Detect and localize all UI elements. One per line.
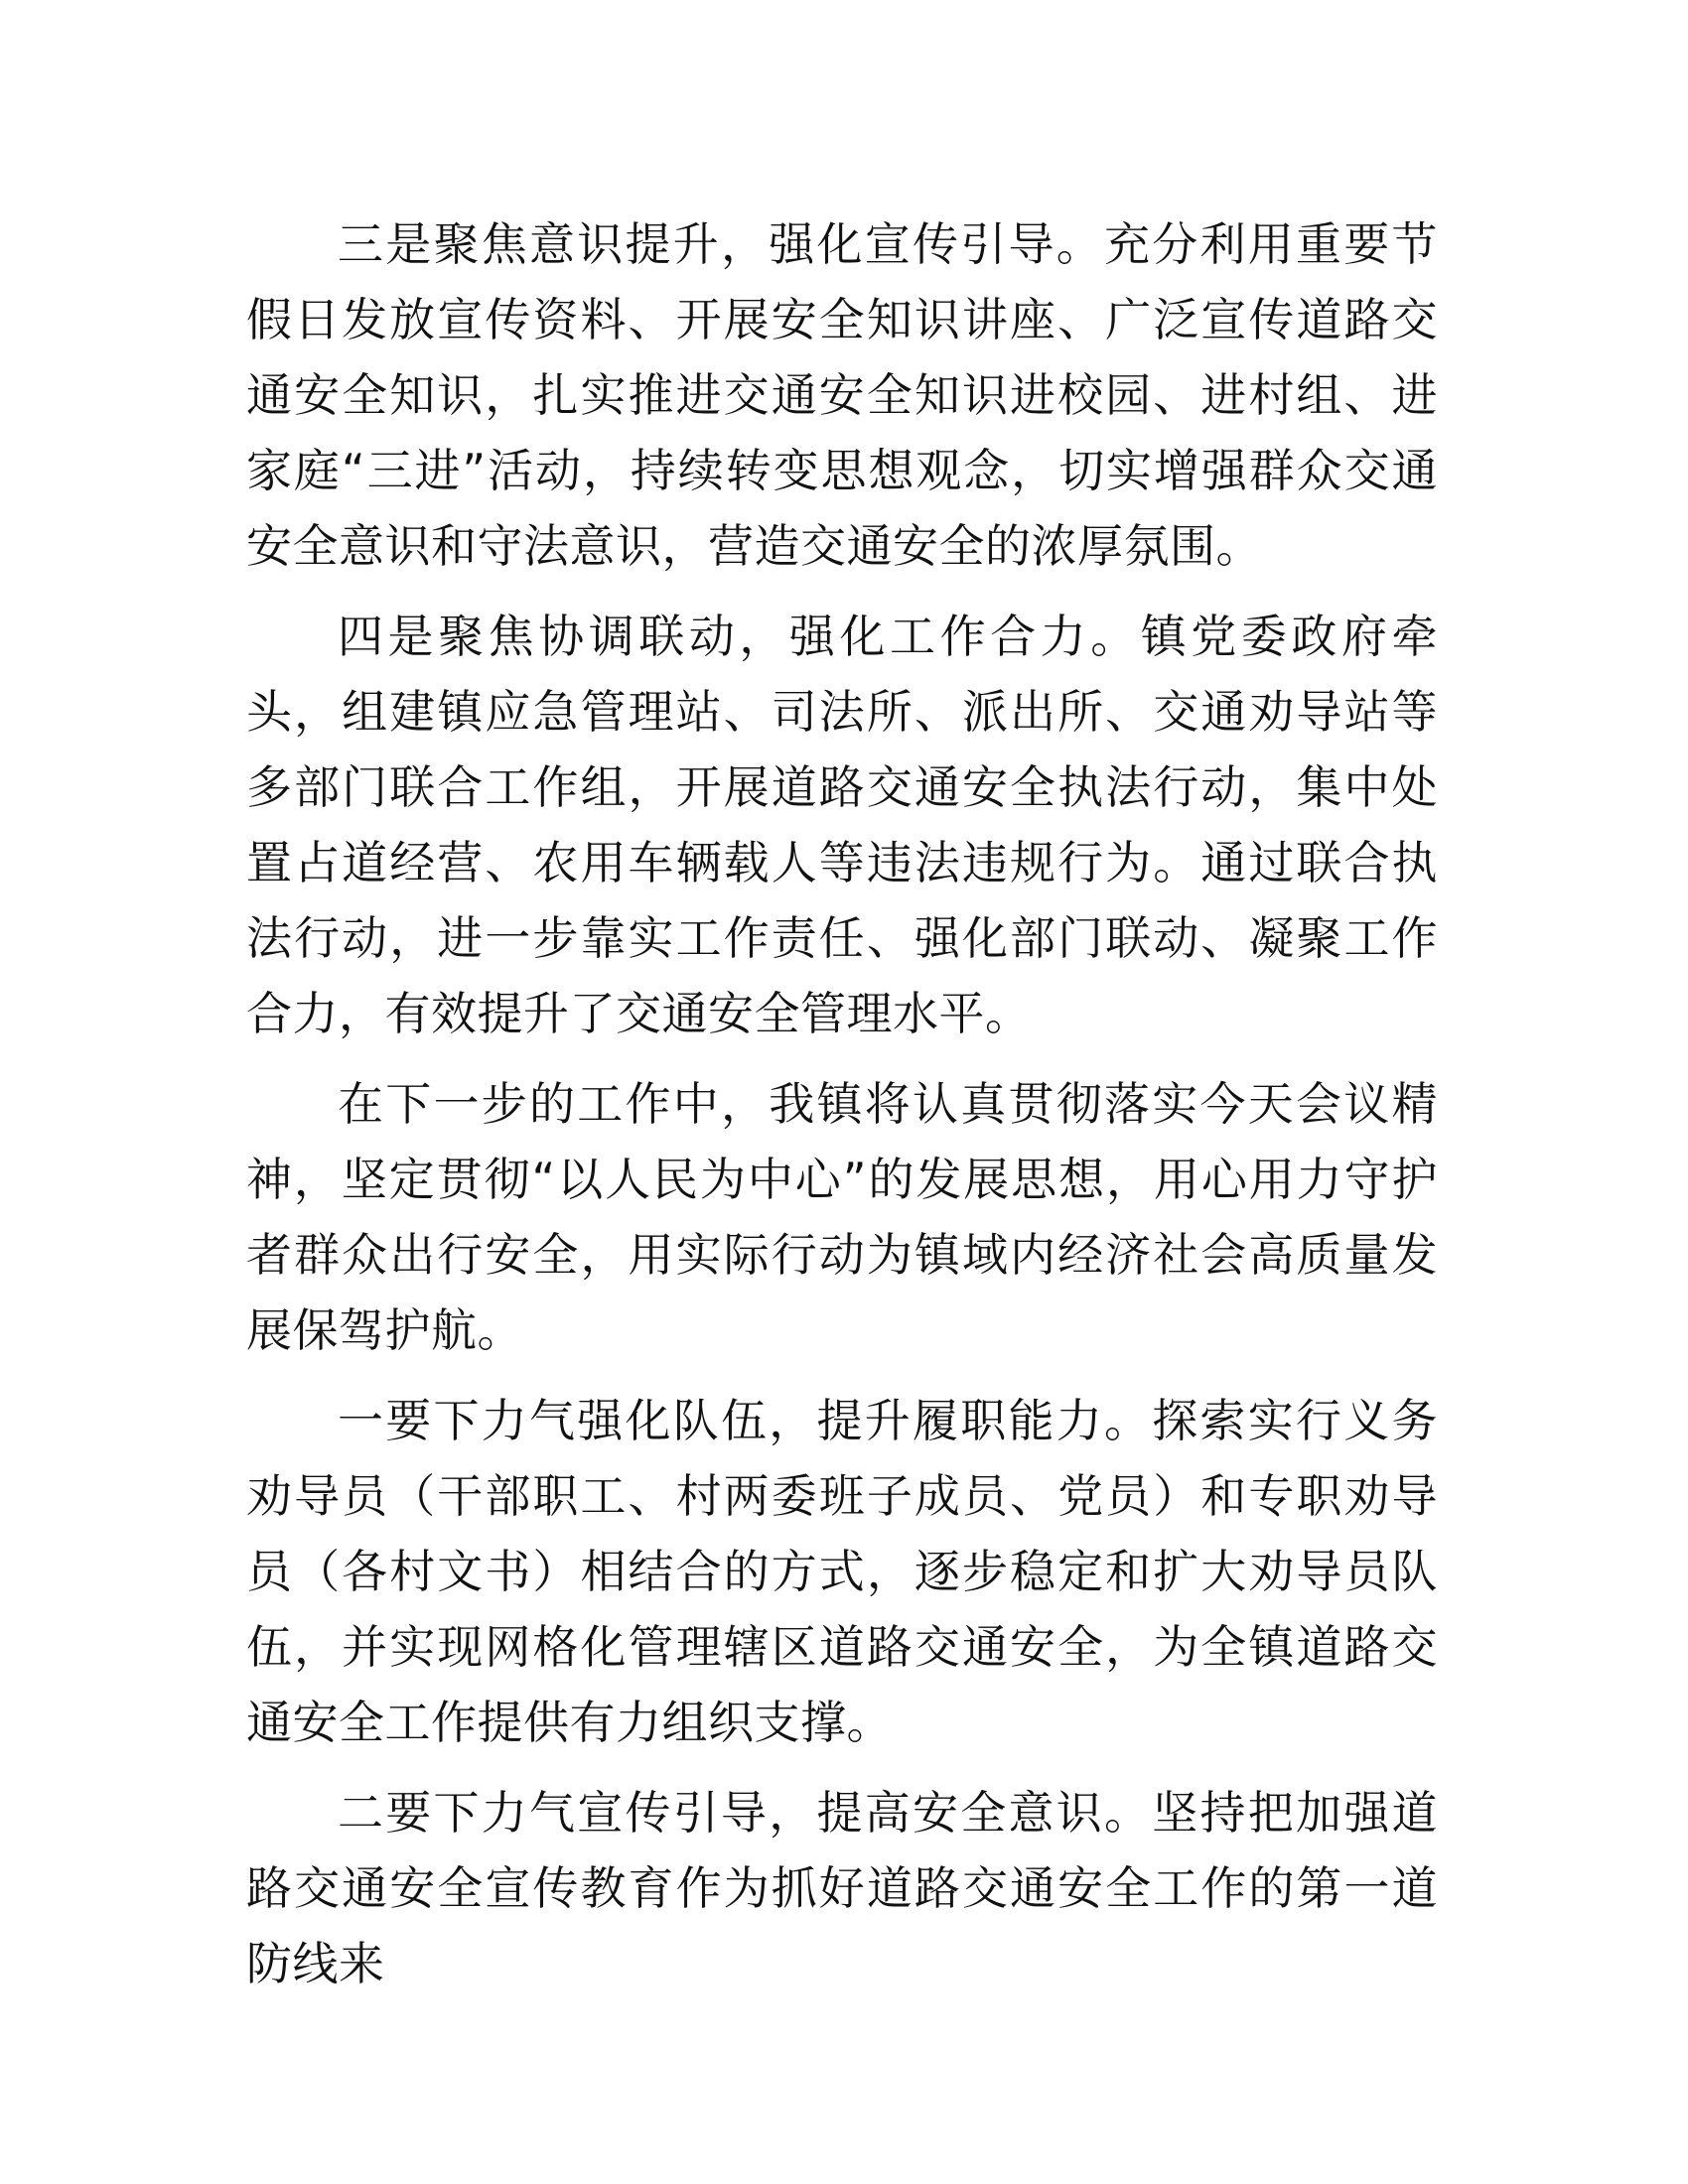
paragraph-coordination: 四是聚焦协调联动，强化工作合力。镇党委政府牵头，组建镇应急管理站、司法所、派出所、交通劝导站等多部门联合工作组，开展道路交通安全执法行动，集中处置占道经营、农用车辆载人等违法违规行为。通过联合执法行动，进一步靠实工作责任、强化部门联动、凝聚工作合力，有效提升了交通安全管理水平。 [246,610,1438,1040]
paragraph-publicity: 二要下力气宣传引导，提高安全意识。坚持把加强道路交通安全宣传教育作为抓好道路交通安全工作的第一道防线来 [246,1786,1438,1990]
paragraph-awareness: 三是聚焦意识提升，强化宣传引导。充分利用重要节假日发放宣传资料、开展安全知识讲座、广泛宣传道路交通安全知识，扎实推进交通安全知识进校园、进村组、进家庭“三进”活动，持续转变思想观念，切实增强群众交通安全意识和守法意识，营造交通安全的浓厚氛围。 [246,217,1438,573]
paragraph-team-building: 一要下力气强化队伍，提升履职能力。探索实行义务劝导员（干部职工、村两委班子成员、党员）和专职劝导员（各村文书）相结合的方式，逐步稳定和扩大劝导员队伍，并实现网格化管理辖区道路交通安全，为全镇道路交通安全工作提供有力组织支撑。 [246,1394,1438,1749]
paragraph-next-steps: 在下一步的工作中，我镇将认真贯彻落实今天会议精神，坚定贯彻“以人民为中心”的发展思想，用心用力守护者群众出行安全，用实际行动为镇域内经济社会高质量发展保驾护航。 [246,1077,1438,1357]
document-page [246,206,1438,2016]
